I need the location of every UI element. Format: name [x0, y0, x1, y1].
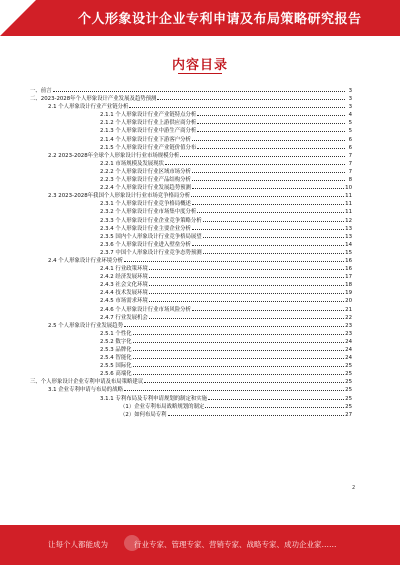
toc-dot-leader — [197, 110, 345, 116]
toc-entry-page: 20 — [345, 298, 352, 305]
toc-entry-page: 24 — [345, 347, 352, 353]
toc-entry[interactable] — [30, 361, 352, 369]
toc-dot-leader — [192, 175, 345, 181]
toc-entry[interactable] — [30, 151, 352, 159]
toc-entry[interactable] — [30, 272, 352, 280]
toc-entry-page: 12 — [345, 217, 352, 224]
toc-dot-leader — [203, 216, 344, 222]
toc-entry[interactable] — [30, 313, 352, 321]
toc-entry[interactable] — [30, 191, 352, 199]
toc-entry-page: 24 — [345, 355, 352, 362]
toc-entry[interactable] — [30, 296, 352, 304]
footer-bar — [0, 525, 400, 565]
toc-entry-text: 3.1.1 专利布局及专利申请规划的制定和实施 — [100, 395, 208, 402]
toc-entry-text: 一、前言 — [30, 88, 52, 94]
toc-entry-text: 2.4.2 经济发展环境 — [100, 274, 148, 281]
toc-entry-text: 2.3.6 个人形象设计行业进入壁垒分析 — [100, 241, 191, 248]
toc-entry-text: 2.1.2 个人形象设计行业上游供应商分析 — [100, 120, 197, 127]
toc-dot-leader — [124, 256, 344, 262]
toc-entry-text: 2.2.3 个人形象设计行业产品结构分析 — [100, 177, 191, 184]
toc-entry-text: 2.1.3 个人形象设计行业中游生产商分析 — [100, 128, 197, 135]
toc-entry[interactable] — [30, 305, 352, 313]
toc-entry-page: 18 — [345, 282, 352, 289]
toc-entry[interactable] — [30, 402, 352, 410]
toc-entry-text: 2.4.7 行业发展机会 — [100, 314, 148, 321]
toc-entry-text: 2.3.1 个人形象设计行业竞争格局概述 — [100, 201, 191, 208]
toc-entry-page: 5 — [348, 120, 352, 127]
toc-entry-text: 2.1.4 个人形象设计行业下游客户分析 — [100, 136, 191, 143]
toc-entry-text: 2.1.1 个人形象设计行业产业链特点分析 — [100, 112, 197, 119]
toc-entry-page: 25 — [345, 363, 352, 370]
toc-entry-text: 2.4.5 市场需求环境 — [100, 298, 148, 305]
toc-entry[interactable] — [30, 110, 352, 118]
footer-slogan-left: 让每个人都能成为 — [48, 540, 108, 549]
toc-entry-text: 2.3.5 国内个人形象设计行业竞争格局展望 — [100, 233, 202, 240]
toc-entry[interactable] — [30, 175, 352, 183]
toc-dot-leader — [192, 135, 345, 141]
toc-entry-text: 2.2.1 市场规模及发展现状 — [100, 160, 164, 167]
toc-entry[interactable] — [30, 167, 352, 175]
toc-entry[interactable] — [30, 86, 352, 94]
toc-entry[interactable] — [30, 216, 352, 224]
toc-entry-text: 三、个人形象设计企业专利申请及布局策略建议 — [30, 379, 144, 386]
toc-entry-page: 25 — [345, 395, 352, 402]
toc-entry-text: 2.5.5 国际化 — [100, 363, 132, 370]
toc-entry-text: 2.4.4 技术发展环境 — [100, 290, 148, 297]
toc-dot-leader — [192, 167, 345, 173]
toc-entry[interactable] — [30, 118, 352, 126]
toc-dot-leader — [197, 143, 345, 149]
toc-entry-page: 14 — [345, 241, 352, 248]
toc-entry[interactable] — [30, 345, 352, 353]
toc-entry-text: 2.2.2 个人形象设计行业区域市场分析 — [100, 168, 191, 175]
toc-dot-leader — [124, 385, 344, 391]
toc-entry[interactable] — [30, 240, 352, 248]
toc-dot-leader — [168, 410, 345, 416]
toc-entry-page: 7 — [348, 168, 352, 175]
toc-dot-leader — [157, 94, 345, 100]
toc-dot-leader — [133, 337, 345, 343]
toc-dot-leader — [197, 118, 345, 124]
toc-entry[interactable] — [30, 288, 352, 296]
toc-entry[interactable] — [30, 102, 352, 110]
toc-entry-page: 27 — [345, 411, 352, 418]
toc-entry[interactable] — [30, 329, 352, 337]
toc-entry[interactable] — [30, 126, 352, 134]
toc-entry-text: 2.4 个人形象设计行业环境分析 — [48, 257, 123, 264]
toc-title: 内容目录 — [171, 58, 228, 73]
toc-entry[interactable] — [30, 183, 352, 191]
toc-entry-page: 25 — [345, 379, 352, 386]
toc-entry[interactable] — [30, 353, 352, 361]
toc-dot-leader — [129, 102, 345, 108]
toc-dot-leader — [53, 86, 345, 92]
toc-entry-page: 5 — [348, 128, 352, 135]
toc-entry[interactable] — [30, 135, 352, 143]
toc-dot-leader — [133, 361, 345, 367]
toc-dot-leader — [149, 272, 344, 278]
toc-entry-page: 16 — [345, 266, 352, 273]
toc-entry-page: 8 — [348, 177, 352, 184]
toc-entry-page: 25 — [345, 387, 352, 394]
toc-entry-page: 7 — [348, 160, 352, 167]
toc-dot-leader — [197, 126, 345, 132]
toc-entry-text: 2.5.4 智能化 — [100, 355, 132, 362]
toc-entry[interactable] — [30, 248, 352, 256]
toc-entry-page: 7 — [348, 152, 352, 159]
toc-dot-leader — [144, 377, 344, 383]
toc-entry-page: 6 — [348, 144, 352, 151]
toc-entry-page: 3 — [348, 104, 352, 111]
toc-entry-page: 25 — [345, 371, 352, 378]
toc-entry-page: 6 — [348, 136, 352, 143]
toc-dot-leader — [192, 183, 344, 189]
toc-dot-leader — [133, 345, 345, 351]
toc-entry[interactable] — [30, 207, 352, 215]
toc-entry-text: 2.3.7 中国个人形象设计行业竞争态势预测 — [100, 249, 202, 256]
toc-dot-leader — [149, 313, 344, 319]
toc-entry[interactable] — [30, 385, 352, 393]
toc-entry-page: 16 — [345, 257, 352, 264]
toc-entry-text: 3.1 企业专利申请与布局的战略 — [48, 387, 123, 394]
toc-entry[interactable] — [30, 256, 352, 264]
toc-entry-text: 2.3 2023-2028年我国个人形象设计行业市场竞争格局分析 — [48, 193, 191, 200]
table-of-contents — [30, 86, 352, 418]
toc-dot-leader — [205, 402, 344, 408]
page-number: 2 — [352, 485, 356, 491]
toc-entry[interactable] — [30, 280, 352, 288]
toc-entry[interactable] — [30, 377, 352, 385]
toc-entry-page: 23 — [345, 330, 352, 337]
toc-dot-leader — [165, 159, 345, 165]
toc-entry-text: 2.4.1 行业政策环境 — [100, 266, 148, 273]
report-title: 个人形象设计企业专利申请及布局策略研究报告 — [78, 12, 362, 27]
toc-entry[interactable] — [30, 337, 352, 345]
toc-entry-page: 17 — [345, 274, 352, 281]
toc-entry-text: 2.3.4 个人形象设计行业主要企业分析 — [100, 225, 191, 232]
toc-entry-text: （2）如何布局专利 — [120, 411, 167, 418]
toc-dot-leader — [133, 353, 345, 359]
footer-slogan-right: 行业专家、管理专家、营销专家、战略专家、成功企业家…… — [134, 540, 337, 549]
toc-dot-leader — [133, 369, 345, 375]
toc-dot-leader — [208, 394, 344, 400]
toc-entry-text: 2.1.5 个人形象设计行业产业链价值分布 — [100, 144, 197, 151]
toc-entry-page: 3 — [348, 88, 352, 94]
toc-entry-text: 2.4.3 社会文化环境 — [100, 282, 148, 289]
toc-entry-text: 2.4.6 个人形象设计行业市场风险分析 — [100, 306, 191, 313]
toc-entry[interactable] — [30, 143, 352, 151]
toc-dot-leader — [203, 232, 344, 238]
toc-entry[interactable] — [30, 321, 352, 329]
toc-entry-page: 4 — [348, 112, 352, 119]
toc-entry[interactable] — [30, 264, 352, 272]
toc-entry-page: 21 — [345, 306, 352, 313]
toc-dot-leader — [192, 240, 344, 246]
toc-entry[interactable] — [30, 369, 352, 377]
toc-dot-leader — [203, 248, 344, 254]
toc-entry-page: 19 — [345, 290, 352, 297]
toc-dot-leader — [197, 207, 344, 213]
toc-entry-text: 2.5.2 数字化 — [100, 338, 132, 345]
toc-entry[interactable] — [30, 232, 352, 240]
toc-dot-leader — [124, 321, 344, 327]
toc-dot-leader — [192, 305, 344, 311]
toc-entry-page: 23 — [345, 322, 352, 329]
toc-entry-text: 2.5.1 个性化 — [100, 330, 132, 337]
toc-entry[interactable] — [30, 394, 352, 402]
toc-entry-page: 24 — [345, 338, 352, 345]
toc-entry-page: 11 — [345, 209, 352, 216]
toc-entry-page: 3 — [348, 96, 352, 103]
toc-entry-text: 二、2023-2028年个人形象设计产业发展及趋势预测 — [30, 96, 157, 103]
toc-entry-text: 2.5 个人形象设计行业发展趋势 — [48, 322, 123, 329]
header-corner-decoration — [0, 0, 36, 36]
toc-entry[interactable] — [30, 94, 352, 102]
toc-entry-text: 2.2 2023-2028年全球个人形象设计行业市场规模分析 — [48, 152, 180, 159]
toc-dot-leader — [192, 199, 344, 205]
toc-entry-page: 13 — [345, 233, 352, 240]
toc-entry[interactable] — [30, 199, 352, 207]
toc-title-underline — [178, 73, 222, 74]
toc-dot-leader — [149, 288, 344, 294]
toc-entry-page: 10 — [345, 185, 352, 192]
toc-dot-leader — [149, 280, 344, 286]
toc-entry[interactable] — [30, 410, 352, 418]
toc-entry-page: 22 — [345, 314, 352, 321]
toc-entry-text: 2.5.6 高端化 — [100, 371, 132, 378]
toc-entry[interactable] — [30, 159, 352, 167]
toc-entry-text: 2.5.3 品牌化 — [100, 347, 132, 353]
report-header-bar — [0, 0, 400, 36]
toc-entry-text: 2.2.4 个人形象设计行业发展趋势预测 — [100, 185, 191, 192]
toc-dot-leader — [192, 224, 344, 230]
toc-entry-page: 25 — [345, 403, 352, 410]
toc-dot-leader — [133, 329, 345, 335]
toc-dot-leader — [149, 296, 344, 302]
toc-entry-page: 11 — [345, 201, 352, 208]
toc-entry-page: 15 — [345, 249, 352, 256]
toc-entry[interactable] — [30, 224, 352, 232]
toc-entry-text: 2.3.3 个人形象设计行业企业竞争策略分析 — [100, 217, 202, 224]
toc-entry-text: 2.3.2 个人形象设计行业市场集中度分析 — [100, 209, 197, 216]
toc-entry-page: 13 — [345, 225, 352, 232]
toc-entry-text: （1）企业专利布局战略规划的制定 — [120, 403, 205, 410]
toc-dot-leader — [180, 151, 345, 157]
toc-entry-text: 2.1 个人形象设计行业产业链分析 — [48, 104, 129, 111]
toc-entry-page: 11 — [345, 193, 352, 200]
toc-dot-leader — [191, 191, 344, 197]
toc-dot-leader — [149, 264, 344, 270]
